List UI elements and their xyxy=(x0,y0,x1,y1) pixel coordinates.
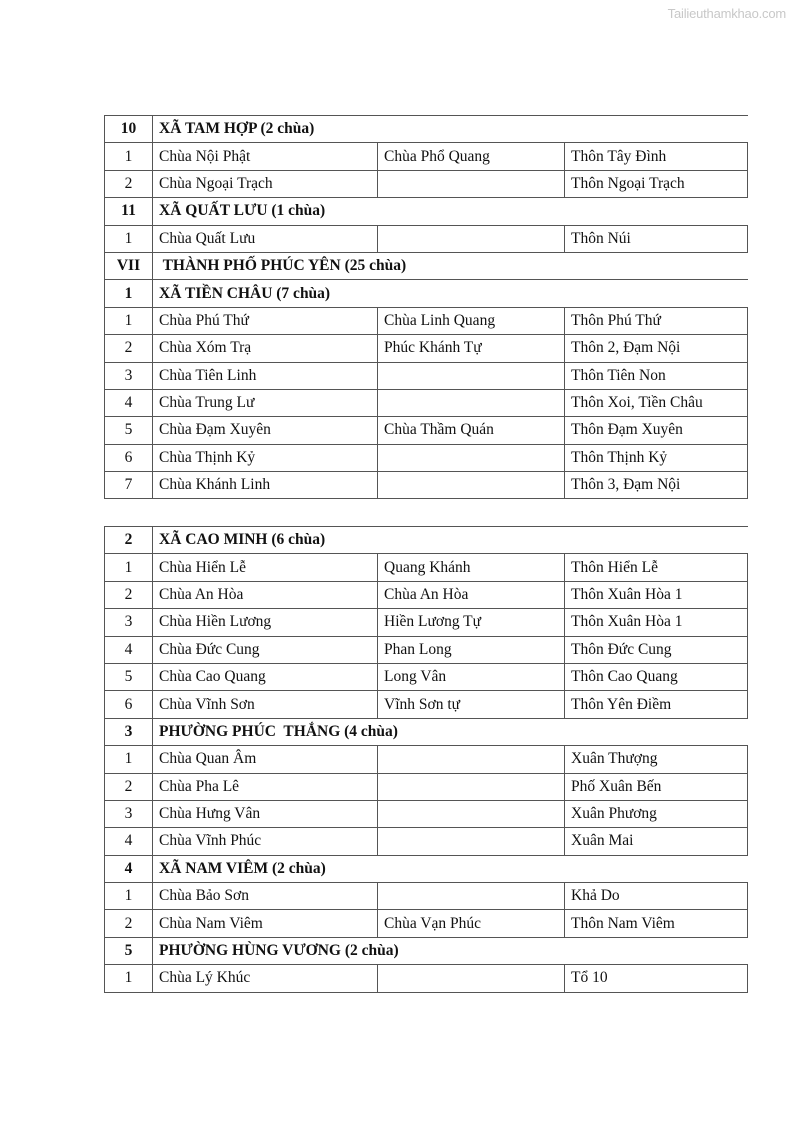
row-number: 4 xyxy=(105,636,153,663)
temple-location: Thôn Núi xyxy=(565,225,748,252)
temple-location: Thôn Ngoại Trạch xyxy=(565,170,748,197)
section-number: 10 xyxy=(105,116,153,143)
section-header-row xyxy=(105,937,748,964)
table-row xyxy=(105,965,748,992)
row-number: 1 xyxy=(105,143,153,170)
temple-alias xyxy=(378,828,565,855)
temple-location: Xuân Thượng xyxy=(565,746,748,773)
section-header-row xyxy=(105,280,748,307)
section-header-row xyxy=(105,252,748,279)
table-row xyxy=(105,362,748,389)
temple-location: Thôn Xuân Hòa 1 xyxy=(565,581,748,608)
temple-alias xyxy=(378,362,565,389)
row-number: 2 xyxy=(105,773,153,800)
temple-alias: Chùa Linh Quang xyxy=(378,307,565,334)
table-row xyxy=(105,883,748,910)
table-row xyxy=(105,389,748,416)
temple-name: Chùa Bảo Sơn xyxy=(153,883,378,910)
table-row xyxy=(105,417,748,444)
temple-name: Chùa Nội Phật xyxy=(153,143,378,170)
temple-name: Chùa Nam Viêm xyxy=(153,910,378,937)
section-number: 1 xyxy=(105,280,153,307)
temple-name: Chùa Quất Lưu xyxy=(153,225,378,252)
row-number: 2 xyxy=(105,170,153,197)
row-number: 4 xyxy=(105,828,153,855)
row-number: 2 xyxy=(105,335,153,362)
table-row xyxy=(105,225,748,252)
temple-alias: Chùa An Hòa xyxy=(378,581,565,608)
temple-name: Chùa Trung Lư xyxy=(153,389,378,416)
temple-name: Chùa Vĩnh Phúc xyxy=(153,828,378,855)
section-title: THÀNH PHỐ PHÚC YÊN (25 chùa) xyxy=(153,252,748,279)
temple-location: Xuân Mai xyxy=(565,828,748,855)
section-title: XÃ TAM HỢP (2 chùa) xyxy=(153,116,748,143)
row-number: 1 xyxy=(105,883,153,910)
temple-name: Chùa Lý Khúc xyxy=(153,965,378,992)
temple-alias xyxy=(378,800,565,827)
table-row xyxy=(105,609,748,636)
row-number: 5 xyxy=(105,417,153,444)
row-number: 2 xyxy=(105,581,153,608)
temple-alias: Chùa Thầm Quán xyxy=(378,417,565,444)
section-title: XÃ QUẤT LƯU (1 chùa) xyxy=(153,198,748,225)
table-row xyxy=(105,691,748,718)
temple-alias xyxy=(378,472,565,499)
temple-location: Thôn Đạm Xuyên xyxy=(565,417,748,444)
temple-name: Chùa An Hòa xyxy=(153,581,378,608)
table-row xyxy=(105,335,748,362)
temple-location: Thôn Xoi, Tiền Châu xyxy=(565,389,748,416)
temple-name: Chùa Hưng Vân xyxy=(153,800,378,827)
temple-alias xyxy=(378,444,565,471)
table-row xyxy=(105,828,748,855)
table-row xyxy=(105,773,748,800)
watermark: Tailieuthamkhao.com xyxy=(667,6,786,21)
temple-alias xyxy=(378,965,565,992)
temple-alias: Quang Khánh xyxy=(378,554,565,581)
section-header-row xyxy=(105,527,748,554)
table-row xyxy=(105,143,748,170)
table-row xyxy=(105,746,748,773)
section-number: 4 xyxy=(105,855,153,882)
section-number: 2 xyxy=(105,527,153,554)
temple-name: Chùa Khánh Linh xyxy=(153,472,378,499)
section-title: PHƯỜNG PHÚC THẮNG (4 chùa) xyxy=(153,718,748,745)
table-row xyxy=(105,663,748,690)
section-header-row xyxy=(105,855,748,882)
temple-location: Thôn Đức Cung xyxy=(565,636,748,663)
temple-name: Chùa Hiển Lễ xyxy=(153,554,378,581)
row-number: 1 xyxy=(105,307,153,334)
temple-name: Chùa Xóm Trạ xyxy=(153,335,378,362)
section-title: XÃ NAM VIÊM (2 chùa) xyxy=(153,855,748,882)
temple-location: Thôn 2, Đạm Nội xyxy=(565,335,748,362)
row-number: 1 xyxy=(105,225,153,252)
temple-name: Chùa Tiên Linh xyxy=(153,362,378,389)
temple-table-2 xyxy=(104,526,748,993)
section-number: 3 xyxy=(105,718,153,745)
table-row xyxy=(105,636,748,663)
temple-location: Thôn Nam Viêm xyxy=(565,910,748,937)
row-number: 2 xyxy=(105,910,153,937)
temple-alias xyxy=(378,746,565,773)
section-title: XÃ CAO MINH (6 chùa) xyxy=(153,527,748,554)
section-number: 5 xyxy=(105,937,153,964)
table-row xyxy=(105,910,748,937)
temple-alias xyxy=(378,170,565,197)
temple-location: Thôn Xuân Hòa 1 xyxy=(565,609,748,636)
temple-alias: Phan Long xyxy=(378,636,565,663)
section-header-row xyxy=(105,718,748,745)
table-row xyxy=(105,472,748,499)
table-row xyxy=(105,581,748,608)
temple-location: Thôn Cao Quang xyxy=(565,663,748,690)
row-number: 1 xyxy=(105,746,153,773)
temple-alias: Phúc Khánh Tự xyxy=(378,335,565,362)
temple-location: Tổ 10 xyxy=(565,965,748,992)
temple-location: Xuân Phương xyxy=(565,800,748,827)
row-number: 1 xyxy=(105,554,153,581)
temple-name: Chùa Quan Âm xyxy=(153,746,378,773)
temple-name: Chùa Đức Cung xyxy=(153,636,378,663)
table-row xyxy=(105,554,748,581)
temple-name: Chùa Vĩnh Sơn xyxy=(153,691,378,718)
section-title: PHƯỜNG HÙNG VƯƠNG (2 chùa) xyxy=(153,937,748,964)
section-header-row xyxy=(105,116,748,143)
row-number: 3 xyxy=(105,609,153,636)
temple-name: Chùa Phú Thứ xyxy=(153,307,378,334)
temple-name: Chùa Ngoại Trạch xyxy=(153,170,378,197)
temple-name: Chùa Đạm Xuyên xyxy=(153,417,378,444)
section-title: XÃ TIỀN CHÂU (7 chùa) xyxy=(153,280,748,307)
temple-location: Thôn Yên Điềm xyxy=(565,691,748,718)
row-number: 6 xyxy=(105,444,153,471)
section-number: 11 xyxy=(105,198,153,225)
row-number: 3 xyxy=(105,800,153,827)
temple-alias: Long Vân xyxy=(378,663,565,690)
section-header-row xyxy=(105,198,748,225)
temple-alias xyxy=(378,389,565,416)
table-row xyxy=(105,170,748,197)
temple-location: Khả Do xyxy=(565,883,748,910)
row-number: 7 xyxy=(105,472,153,499)
row-number: 3 xyxy=(105,362,153,389)
section-number: VII xyxy=(105,252,153,279)
temple-alias xyxy=(378,883,565,910)
temple-alias: Chùa Phổ Quang xyxy=(378,143,565,170)
temple-location: Thôn Tiên Non xyxy=(565,362,748,389)
temple-name: Chùa Cao Quang xyxy=(153,663,378,690)
temple-location: Phố Xuân Bến xyxy=(565,773,748,800)
table-row xyxy=(105,444,748,471)
temple-location: Thôn Tây Đình xyxy=(565,143,748,170)
temple-location: Thôn Thịnh Kỷ xyxy=(565,444,748,471)
temple-alias xyxy=(378,225,565,252)
temple-name: Chùa Thịnh Kỷ xyxy=(153,444,378,471)
temple-location: Thôn 3, Đạm Nội xyxy=(565,472,748,499)
temple-name: Chùa Pha Lê xyxy=(153,773,378,800)
temple-alias: Chùa Vạn Phúc xyxy=(378,910,565,937)
table-row xyxy=(105,800,748,827)
table-row xyxy=(105,307,748,334)
row-number: 1 xyxy=(105,965,153,992)
temple-location: Thôn Hiển Lễ xyxy=(565,554,748,581)
temple-table-1 xyxy=(104,115,748,499)
temple-location: Thôn Phú Thứ xyxy=(565,307,748,334)
row-number: 5 xyxy=(105,663,153,690)
temple-alias xyxy=(378,773,565,800)
temple-alias: Hiền Lương Tự xyxy=(378,609,565,636)
temple-name: Chùa Hiền Lương xyxy=(153,609,378,636)
row-number: 6 xyxy=(105,691,153,718)
temple-alias: Vĩnh Sơn tự xyxy=(378,691,565,718)
row-number: 4 xyxy=(105,389,153,416)
